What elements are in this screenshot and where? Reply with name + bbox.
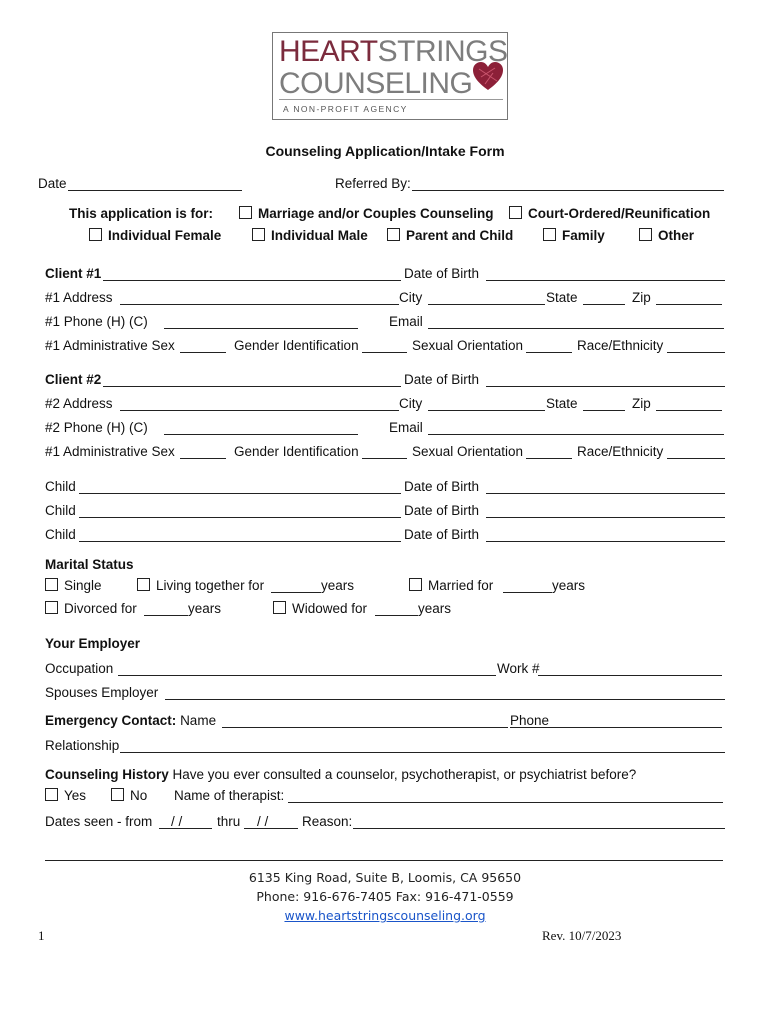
client2-zip-label: Zip (632, 396, 651, 411)
client1-email-label: Email (389, 314, 423, 329)
child3-dob-label: Date of Birth (404, 527, 480, 542)
page-number: 1 (38, 928, 45, 943)
client2-gender-label: Gender Identification (234, 444, 359, 459)
emergency-phone-field[interactable] (510, 727, 722, 728)
dates-thru-field[interactable] (244, 828, 298, 829)
client2-phone-label: #2 Phone (H) (C) (45, 420, 148, 435)
marital-married[interactable]: Married for (409, 578, 493, 593)
client2-race-label: Race/Ethnicity (577, 444, 664, 459)
spouses-employer-label: Spouses Employer (45, 685, 159, 700)
footer-address: 6135 King Road, Suite B, Loomis, CA 95650 (248, 870, 522, 885)
client2-orientation-label: Sexual Orientation (412, 444, 524, 459)
client1-gender-label: Gender Identification (234, 338, 359, 353)
client2-orientation-field[interactable] (526, 458, 572, 459)
checkbox[interactable] (387, 228, 400, 241)
relationship-label: Relationship (45, 738, 120, 753)
client2-gender-field[interactable] (362, 458, 407, 459)
child1-dob-field[interactable] (486, 493, 725, 494)
marital-widowed[interactable]: Widowed for (273, 601, 367, 616)
therapist-field[interactable] (288, 802, 723, 803)
married-years-field[interactable] (503, 592, 552, 593)
reason-label: Reason: (302, 814, 353, 829)
referred-label: Referred By: (335, 176, 411, 191)
option-parent-child[interactable]: Parent and Child (387, 228, 513, 243)
date-label: Date (38, 176, 67, 191)
checkbox[interactable] (509, 206, 522, 219)
client1-zip-label: Zip (632, 290, 651, 305)
logo (272, 32, 508, 120)
widowed-years-field[interactable] (375, 615, 418, 616)
client1-zip-field[interactable] (656, 304, 722, 305)
client1-phone-field[interactable] (164, 328, 358, 329)
checkbox[interactable] (89, 228, 102, 241)
dates-from-field[interactable] (159, 828, 212, 829)
widowed-years-label: years (418, 601, 452, 616)
emergency-phone-label: Phone (510, 713, 550, 728)
date-field[interactable] (68, 190, 242, 191)
work-phone-field[interactable] (538, 675, 722, 676)
child1-label: Child (45, 479, 76, 494)
page-title: Counseling Application/Intake Form (265, 143, 505, 159)
history-no[interactable]: No (111, 788, 147, 803)
checkbox[interactable] (409, 578, 422, 591)
employer-heading: Your Employer (45, 636, 141, 651)
client1-email-field[interactable] (428, 328, 724, 329)
client2-city-field[interactable] (428, 410, 545, 411)
spouses-employer-field[interactable] (165, 699, 725, 700)
living-years-field[interactable] (271, 592, 321, 593)
child1-dob-label: Date of Birth (404, 479, 480, 494)
option-family[interactable]: Family (543, 228, 605, 243)
footer-url-wrap (0, 908, 770, 923)
client2-email-field[interactable] (428, 434, 724, 435)
checkbox[interactable] (639, 228, 652, 241)
emergency-name-field[interactable] (222, 727, 508, 728)
emergency-contact-row: Emergency Contact: Name (45, 713, 217, 728)
checkbox[interactable] (252, 228, 265, 241)
client1-dob-label: Date of Birth (404, 266, 480, 281)
client1-gender-field[interactable] (362, 352, 407, 353)
child1-name-field[interactable] (79, 493, 401, 494)
option-individual-male[interactable]: Individual Male (252, 228, 368, 243)
client1-city-label: City (399, 290, 423, 305)
history-row: Counseling History Have you ever consulted a counselor, psychotherapist, or psychiatrist before? (45, 767, 637, 782)
client2-state-label: State (546, 396, 578, 411)
checkbox[interactable] (273, 601, 286, 614)
work-phone-label: Work # (497, 661, 540, 676)
divorced-years-field[interactable] (144, 615, 188, 616)
client1-address-field[interactable] (120, 304, 399, 305)
client1-race-label: Race/Ethnicity (577, 338, 664, 353)
client2-city-label: City (399, 396, 423, 411)
client2-race-field[interactable] (667, 458, 725, 459)
child2-dob-label: Date of Birth (404, 503, 480, 518)
logo-line2: COUNSELING (279, 67, 473, 100)
referred-field[interactable] (412, 190, 724, 191)
option-individual-female[interactable]: Individual Female (89, 228, 221, 243)
client2-sex-field[interactable] (180, 458, 226, 459)
history-yes[interactable]: Yes (45, 788, 86, 803)
logo-line1: HEARTSTRINGS (279, 35, 508, 68)
occupation-field[interactable] (118, 675, 496, 676)
marital-living-together[interactable]: Living together for (137, 578, 264, 593)
option-couples[interactable]: Marriage and/or Couples Counseling (239, 206, 494, 221)
client1-sex-field[interactable] (180, 352, 226, 353)
client2-phone-field[interactable] (164, 434, 358, 435)
client1-phone-label: #1 Phone (H) (C) (45, 314, 148, 329)
checkbox[interactable] (239, 206, 252, 219)
client1-state-label: State (546, 290, 578, 305)
application-for-label: This application is for: (69, 206, 214, 221)
divorced-years-label: years (188, 601, 222, 616)
client1-city-field[interactable] (428, 304, 545, 305)
client2-address-label: #2 Address (45, 396, 113, 411)
checkbox[interactable] (45, 578, 58, 591)
client2-dob-label: Date of Birth (404, 372, 480, 387)
married-years-label: years (552, 578, 586, 593)
client2-address-field[interactable] (120, 410, 399, 411)
client1-orientation-label: Sexual Orientation (412, 338, 524, 353)
logo-tagline: A NON-PROFIT AGENCY (283, 104, 408, 114)
client2-dob-field[interactable] (486, 386, 725, 387)
client2-sex-label: #1 Administrative Sex (45, 444, 175, 459)
checkbox[interactable] (137, 578, 150, 591)
client2-email-label: Email (389, 420, 423, 435)
website-link[interactable]: www.heartstringscounseling.org (284, 908, 486, 923)
client1-race-field[interactable] (667, 352, 725, 353)
therapist-label: Name of therapist: (174, 788, 285, 803)
marital-single[interactable]: Single (45, 578, 102, 593)
child3-name-field[interactable] (79, 541, 401, 542)
child2-dob-field[interactable] (486, 517, 725, 518)
checkbox[interactable] (45, 788, 58, 801)
heart-icon (471, 59, 505, 93)
client1-state-field[interactable] (583, 304, 625, 305)
client1-sex-label: #1 Administrative Sex (45, 338, 175, 353)
checkbox[interactable] (543, 228, 556, 241)
dates-from-slashes: / / (171, 814, 183, 829)
living-years-label: years (321, 578, 355, 593)
footer-phone: Phone: 916-676-7405 Fax: 916-471-0559 (256, 889, 514, 904)
dates-thru-slashes: / / (257, 814, 269, 829)
reason-field[interactable] (353, 828, 725, 829)
occupation-label: Occupation (45, 661, 114, 676)
checkbox[interactable] (111, 788, 124, 801)
client2-zip-field[interactable] (656, 410, 722, 411)
client1-dob-field[interactable] (486, 280, 725, 281)
client1-name-field[interactable] (103, 280, 401, 281)
client2-state-field[interactable] (583, 410, 625, 411)
client1-address-label: #1 Address (45, 290, 113, 305)
revision-date: Rev. 10/7/2023 (542, 928, 622, 943)
client2-name-field[interactable] (103, 386, 401, 387)
dates-seen-label: Dates seen - from (45, 814, 153, 829)
child3-dob-field[interactable] (486, 541, 725, 542)
marital-heading: Marital Status (45, 557, 134, 572)
logo-rule (279, 99, 503, 100)
client1-orientation-field[interactable] (526, 352, 572, 353)
footer-divider (45, 860, 723, 861)
child2-label: Child (45, 503, 76, 518)
option-court-ordered[interactable]: Court-Ordered/Reunification (509, 206, 710, 221)
option-other[interactable]: Other (639, 228, 694, 243)
thru-label: thru (217, 814, 241, 829)
child2-name-field[interactable] (79, 517, 401, 518)
checkbox[interactable] (45, 601, 58, 614)
marital-divorced[interactable]: Divorced for (45, 601, 137, 616)
client2-label: Client #2 (45, 372, 102, 387)
relationship-field[interactable] (120, 752, 725, 753)
client1-label: Client #1 (45, 266, 102, 281)
child3-label: Child (45, 527, 76, 542)
